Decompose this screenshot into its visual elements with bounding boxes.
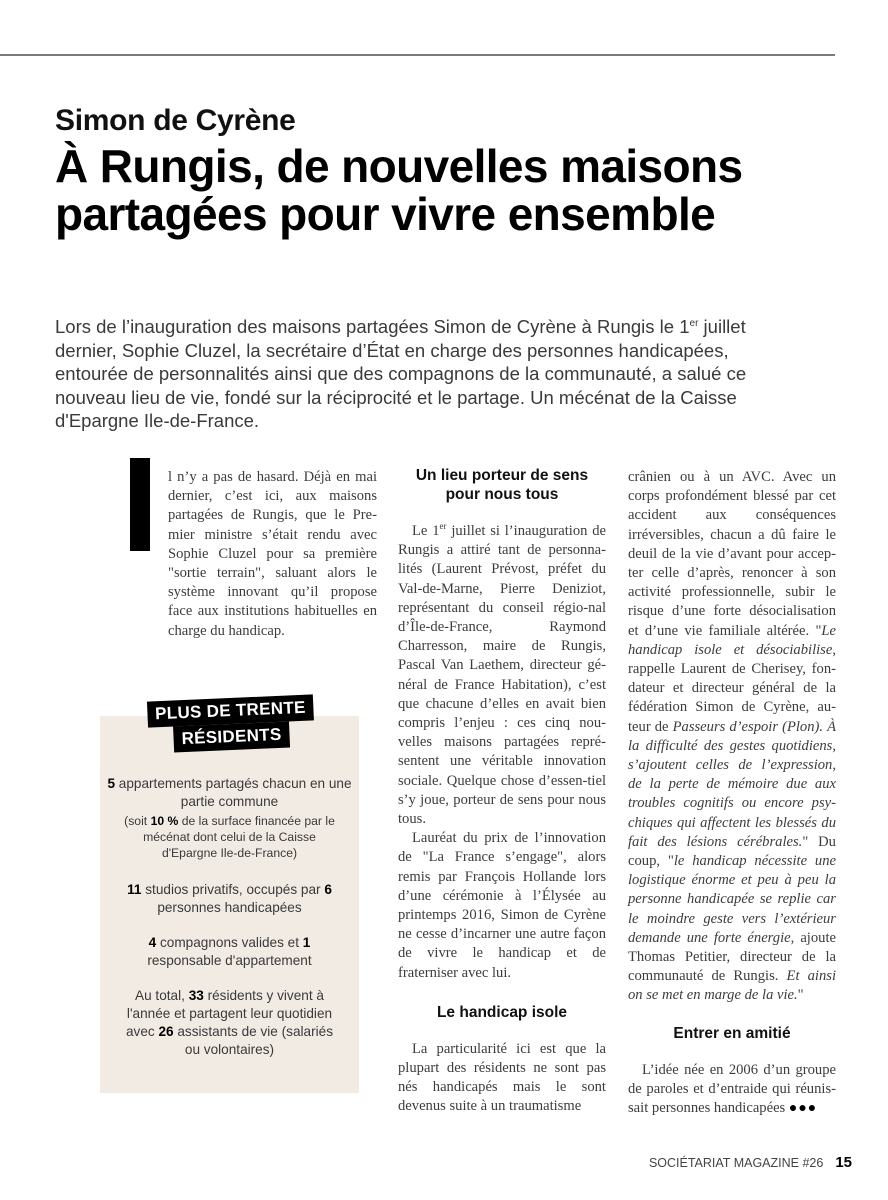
quote: Et ainsi on se met en marge de la vie.: [628, 968, 837, 1004]
text: ": [797, 987, 804, 1004]
stat-number: 10 %: [150, 814, 179, 828]
quote: Le handicap isole et désociabilise: [628, 622, 836, 658]
text: , ajoute Thomas Petitier, directeur de la communauté de Rungis.: [628, 929, 836, 985]
magazine-name: SOCIÉTARIAT MAGAZINE #26: [648, 1156, 824, 1170]
column-2: [398, 466, 606, 1117]
stat-item: [100, 813, 359, 861]
text: L’idée née en 2006 d’un groupe de paroles et d’entraide qui réunis-sait personnes handicapées: [628, 1061, 836, 1117]
page-footer: [649, 1154, 852, 1171]
column-2-paragraph-2: Lauréat du prix de l’innovation de "La France s’engage", alors remis par François Hollande lors d’une cérémonie à l’Élysée au printemps 2016, Simon de Cyrène ne cesse d’incarner une autre façon de vivre le handicap et de fraterniser avec lui.: [398, 830, 606, 981]
stat-text: (soit: [124, 814, 151, 828]
stat-item: [100, 881, 359, 917]
continue-dots-icon: ●●●: [788, 1101, 818, 1117]
article-headline: À Rungis, de nouvelles maisons partagées pour vivre ensemble: [55, 140, 743, 240]
text: " Du coup, ": [628, 833, 836, 870]
stat-item: [100, 775, 359, 811]
stat-number: 5: [107, 776, 115, 791]
lede-text-2: juillet dernier, Sophie Cluzel, la secrétaire d’État en charge des personnes handicapées, entourée de personnalités ainsi que des compagnons de la communauté, a salué ce nouveau lieu de vie, fondé sur la réciprocité et le partage. Un mécénat de la Caisse d'Epargne Ile-de-France.: [55, 316, 747, 432]
sidebar-title-line-1: PLUS DE TRENTE: [147, 694, 315, 727]
stat-item: [100, 934, 359, 970]
sidebar-box-items: [100, 775, 359, 1076]
top-rule: [0, 54, 835, 56]
stat-number: 26: [158, 1024, 174, 1039]
text: Le 1: [412, 523, 440, 539]
stat-text: responsable d'appartement: [147, 953, 312, 968]
quote: Passeurs d’espoir (Plon). À la difficulté des gestes quotidiens, s’ajoutent celles de l’expression, de la perte de mémoire due aux troubles cognitifs ou encore psy-chiques qui affectent les blessés du fait des lésions cérébrales.: [628, 718, 837, 850]
page-number: 15: [835, 1154, 852, 1171]
article-lede: [55, 312, 795, 433]
stat-text: Au total,: [135, 988, 189, 1003]
stat-number: 6: [324, 882, 332, 897]
text: , rappelle Laurent de Cherisey, fon-dateur et directeur général de la fédération Simon de Cyrène, au-teur de: [628, 641, 836, 735]
column-1-paragraph: l n’y a pas de hasard. Déjà en mai dernier, c’est ici, aux maisons partagées de Rungis, que le Pre-mier ministre s’était rendu avec Sophie Cluzel pour sa première "sortie terrain", saluant alors le système innovant qu’il propose face aux institutions habituelles en charge du handicap.: [168, 469, 377, 639]
subhead-handicap-isole: Le handicap isole: [436, 1003, 568, 1021]
sup: er: [439, 521, 447, 532]
stat-text: appartements partagés chacun en une partie commune: [115, 776, 352, 809]
stat-text: résidents y vivent à l'année et partagent leur quotidien avec: [125, 988, 333, 1039]
sidebar-title-line-2: RÉSIDENTS: [173, 721, 290, 752]
stat-text: personnes handicapées: [157, 900, 302, 915]
column-2-paragraph-1: [398, 522, 606, 829]
column-2-paragraph-3: La particularité ici est que la plupart des résidents ne sont pas nés handicapés mais le sont devenus suite à un traumatisme: [398, 1040, 606, 1115]
column-3: [628, 468, 836, 1118]
stat-number: 11: [127, 882, 142, 897]
stat-text: de la surface financée par le mécénat dont celui de la Caisse d'Epargne Ile-de-France): [143, 814, 335, 860]
subhead-lieu-porteur: Un lieu porteur de sens pour nous tous: [415, 467, 589, 503]
subhead-entrer-en-amitie: Entrer en amitié: [673, 1024, 791, 1042]
drop-cap-letter-i: [130, 458, 150, 551]
text: crânien ou à un AVC. Avec un corps profondément blessé par cet accident aux conséquences irréversibles, chacun a dû faire le deuil de la vie d’avant pour accep-ter celle d’après, renoncer à son activité professionnelle, subir le risque d’une forte désocialisation et d’une vie familiale altérée. ": [628, 469, 836, 639]
stat-item: [100, 987, 359, 1059]
column-3-paragraph-2: [628, 1061, 836, 1119]
stat-text: assistants de vie (salariés ou volontaires): [173, 1024, 334, 1057]
lede-text-1: Lors de l’inauguration des maisons partagées Simon de Cyrène à Rungis le 1: [55, 316, 690, 338]
column-1: [168, 468, 377, 641]
text: juillet si l’inauguration de Rungis a attiré tant de personna-lités (Laurent Prévost, préfet du Val-de-Marne, Pierre Deniziot, représentant du conseil régio-nal d’Île-de-France, Raymond Charresson, maire de Rungis, Pascal Van Laethem, directeur gé-néral de France Habitation), c’est que chacune d’elles en avait bien compris l’enjeu : ces cinq nou-velles maisons partagées repré-sentent une véritable innovation sociale. Quelque chose d’essen-tiel s’y joue, porteur de sens pour nous tous.: [398, 523, 607, 828]
stat-number: 1: [302, 935, 311, 950]
stat-text: compagnons valides et: [156, 935, 303, 950]
sidebar-box-title: [139, 694, 323, 754]
quote: le handicap nécessite une logistique énorme et peu à peu la personne handicapée se replie car le moindre geste vers l’extérieur demande une forte énergie: [628, 853, 837, 946]
stat-number: 4: [148, 935, 157, 950]
stat-text: studios privatifs, occupés par: [141, 882, 325, 897]
column-3-paragraph-1: [628, 468, 836, 1006]
lede-sup: er: [689, 318, 699, 329]
stat-number: 33: [188, 988, 204, 1003]
article-kicker: Simon de Cyrène: [55, 104, 296, 137]
